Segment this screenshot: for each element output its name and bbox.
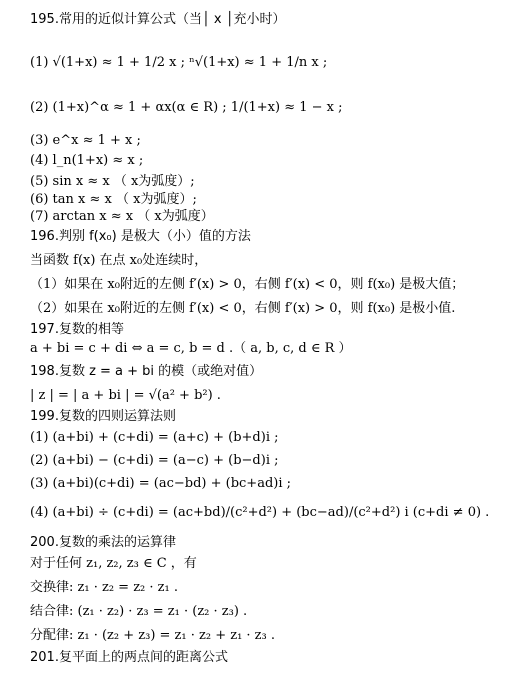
text-196-intro: 当函数 f(x) 在点 x₀处连续时， <box>30 253 208 268</box>
formula-199-4: (4) (a+bi) ÷ (c+di) = (ac+bd)/(c²+d²) + (bc−ad)/(c²+d²) i (c+di ≠ 0) . <box>30 505 490 520</box>
formula-197: a + bi = c + di ⇔ a = c, b = d .（ a, b, c, d ∈ R ） <box>30 341 352 356</box>
formula-195-3: (3) e^x ≈ 1 + x ; <box>30 133 141 148</box>
text-200-intro: 对于任何 z₁, z₂, z₃ ∈ C ，有 <box>30 556 197 571</box>
formula-195-5: (5) sin x ≈ x （ x为弧度）; <box>30 174 195 189</box>
heading-196: 196.判别 f(x₀) 是极大（小）值的方法 <box>30 229 251 244</box>
heading-195: 195.常用的近似计算公式（当│ x │充小时） <box>30 12 286 27</box>
formula-199-3: (3) (a+bi)(c+di) = (ac−bd) + (bc+ad)i ; <box>30 476 292 491</box>
formula-200-associative: 结合律: (z₁ · z₂) · z₃ = z₁ · (z₂ · z₃) . <box>30 604 248 619</box>
heading-199: 199.复数的四则运算法则 <box>30 409 176 424</box>
heading-197: 197.复数的相等 <box>30 322 124 337</box>
formula-199-1: (1) (a+bi) + (c+di) = (a+c) + (b+d)i ; <box>30 430 279 445</box>
formula-198: | z | = | a + bi | = √(a² + b²) . <box>30 388 221 403</box>
formula-195-7: (7) arctan x ≈ x （ x为弧度） <box>30 209 214 224</box>
text-196-1: （1）如果在 x₀附近的左侧 f′(x) > 0，右侧 f′(x) < 0，则 f(x₀) 是极大值； <box>30 277 465 292</box>
formula-195-1: (1) √(1+x) ≈ 1 + 1/2 x ; ⁿ√(1+x) ≈ 1 + 1/n x ; <box>30 55 328 70</box>
heading-201: 201.复平面上的两点间的距离公式 <box>30 650 228 665</box>
formula-195-2: (2) (1+x)^α ≈ 1 + αx(α ∈ R) ; 1/(1+x) ≈ 1 − x ; <box>30 100 343 115</box>
formula-200-commutative: 交换律: z₁ · z₂ = z₂ · z₁ . <box>30 580 178 595</box>
text-196-2: （2）如果在 x₀附近的左侧 f′(x) < 0，右侧 f′(x) > 0，则 f(x₀) 是极小值. <box>30 301 456 316</box>
formula-195-6: (6) tan x ≈ x （ x为弧度）; <box>30 192 197 207</box>
formula-199-2: (2) (a+bi) − (c+di) = (a−c) + (b−d)i ; <box>30 453 279 468</box>
formula-195-4: (4) l_n(1+x) ≈ x ; <box>30 153 144 168</box>
heading-200: 200.复数的乘法的运算律 <box>30 535 176 550</box>
formula-200-distributive: 分配律: z₁ · (z₂ + z₃) = z₁ · z₂ + z₁ · z₃ . <box>30 628 276 643</box>
heading-198: 198.复数 z = a + bi 的模（或绝对值） <box>30 364 263 379</box>
